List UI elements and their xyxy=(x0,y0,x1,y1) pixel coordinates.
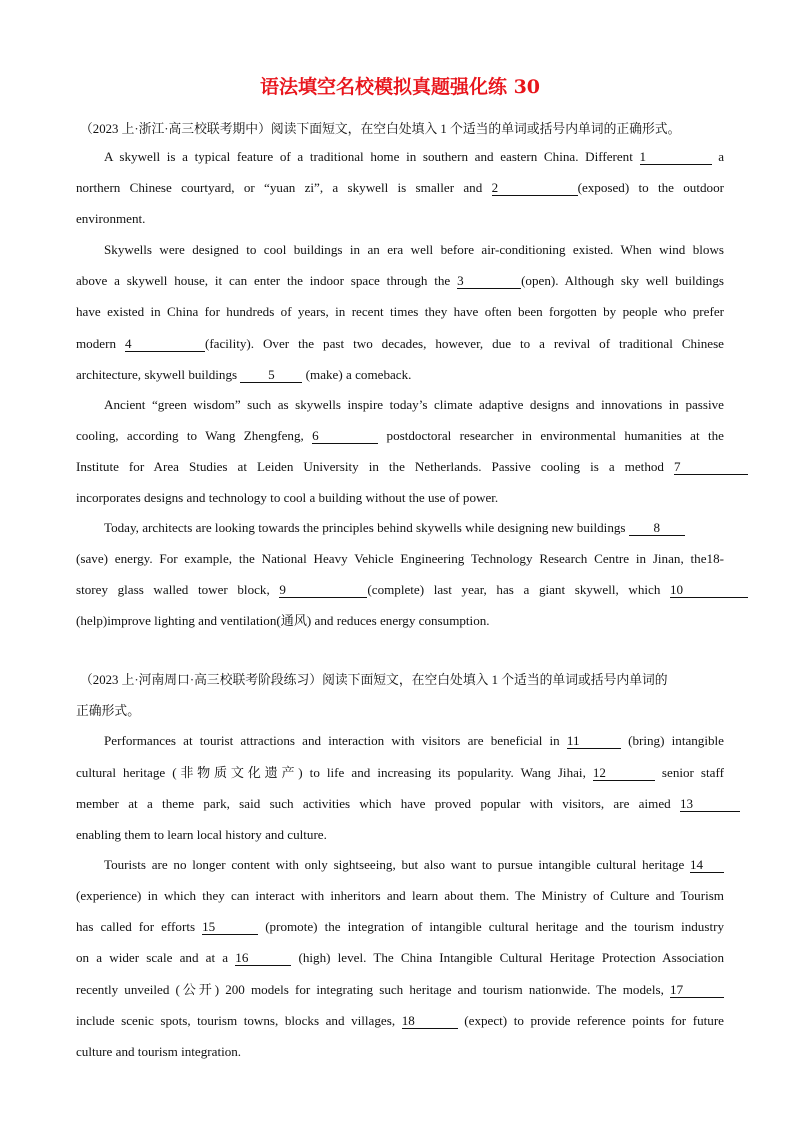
text: senior staff xyxy=(661,765,724,780)
s1-p4-line2: (save) energy. For example, the National Heavy Vehicle Engineering Technology Research Centre in Jinan, the18- xyxy=(76,551,724,566)
s2-p2-line6 xyxy=(76,1013,724,1029)
text: recently unveiled (公开) 200 models for integrating such heritage and tourism nationwide. The models, xyxy=(76,982,664,997)
blank-3[interactable]: 3 xyxy=(457,274,521,289)
s1-p2-line1: Skywells were designed to cool buildings in an era well before air-conditioning existed. When wind blows xyxy=(104,242,724,257)
blank-15[interactable]: 15 xyxy=(202,920,258,935)
s2-p1-line3 xyxy=(76,796,740,812)
text: Institute for Area Studies at Leiden University in the Netherlands. Passive cooling is a method xyxy=(76,459,664,474)
blank-1[interactable]: 1 xyxy=(640,150,712,165)
blank-12[interactable]: 12 xyxy=(593,766,655,781)
text: above a skywell house, it can enter the indoor space through the xyxy=(76,273,451,288)
blank-9[interactable]: 9 xyxy=(279,583,367,598)
text: northern Chinese courtyard, or “yuan zi”, a skywell is smaller and xyxy=(76,180,483,195)
text: modern xyxy=(76,336,116,351)
s1-p3-line3 xyxy=(76,459,748,475)
text: (complete) last year, has a giant skywell, which xyxy=(367,582,661,597)
blank-5[interactable]: 5 xyxy=(240,368,302,383)
text: include scenic spots, tourism towns, blocks and villages, xyxy=(76,1013,396,1028)
s2-p2-line1 xyxy=(104,857,724,873)
s1-p4-line4: (help)improve lighting and ventilation(通风) and reduces energy consumption. xyxy=(76,613,490,628)
s2-p2-line3 xyxy=(76,919,724,935)
text: (make) a comeback. xyxy=(305,367,412,382)
text: cooling, according to Wang Zhengfeng, xyxy=(76,428,304,443)
text: (expect) to provide reference points for future xyxy=(464,1013,724,1028)
s1-p2-line2 xyxy=(76,273,724,289)
text: (bring) intangible xyxy=(628,733,724,748)
text: member at a theme park, said such activities which have proved popular with visitors, are aimed xyxy=(76,796,671,811)
text: postdoctoral researcher in environmental humanities at the xyxy=(386,428,724,443)
blank-10[interactable]: 10 xyxy=(670,583,748,598)
s2-p2-line5 xyxy=(76,982,724,998)
text: (promote) the integration of intangible cultural heritage and the tourism industry xyxy=(265,919,724,934)
s1-p1-line1 xyxy=(104,149,724,165)
text: (high) level. The China Intangible Cultural Heritage Protection Association xyxy=(298,950,724,965)
blank-6[interactable]: 6 xyxy=(312,429,378,444)
s2-p1-line2 xyxy=(76,765,724,781)
text: architecture, skywell buildings xyxy=(76,367,238,382)
blank-17[interactable]: 17 xyxy=(670,983,724,998)
s1-p4-line1 xyxy=(104,520,744,536)
text: (facility). Over the past two decades, however, due to a revival of traditional Chinese xyxy=(204,336,724,351)
page-title: 语法填空名校模拟真题强化练 30 xyxy=(259,76,541,98)
text: (open). Although sky well buildings xyxy=(521,273,724,288)
text: on a wider scale and at a xyxy=(76,950,229,965)
blank-14[interactable]: 14 xyxy=(690,858,724,873)
blank-7[interactable]: 7 xyxy=(674,460,748,475)
text: Tourists are no longer content with only sightseeing, but also want to pursue intangible cultural heritage xyxy=(104,857,685,872)
text: storey glass walled tower block, xyxy=(76,582,270,597)
blank-2[interactable]: 2 xyxy=(492,181,578,196)
s1-p3-line1: Ancient “green wisdom” such as skywells inspire today’s climate adaptive designs and innovations in passive xyxy=(104,397,724,412)
text: A skywell is a typical feature of a traditional home in southern and eastern China. Different xyxy=(104,149,633,164)
text: (exposed) to the outdoor xyxy=(577,180,724,195)
s1-p2-line5 xyxy=(76,367,724,383)
blank-18[interactable]: 18 xyxy=(402,1014,458,1029)
s1-p3-line4: incorporates designs and technology to cool a building without the use of power. xyxy=(76,490,499,505)
blank-11[interactable]: 11 xyxy=(567,734,621,749)
s2-p2-line4 xyxy=(76,950,724,966)
s1-p1-line3: environment. xyxy=(76,211,146,226)
blank-13[interactable]: 13 xyxy=(680,797,740,812)
text: Performances at tourist attractions and interaction with visitors are beneficial in xyxy=(104,733,560,748)
s2-p1-line4: enabling them to learn local history and culture. xyxy=(76,827,327,842)
section2-intro-line1: （2023 上·河南周口·高三校联考阶段练习）阅读下面短文，在空白处填入 1 个适当的单词或括号内单词的 xyxy=(80,673,668,687)
blank-16[interactable]: 16 xyxy=(235,951,291,966)
s2-p1-line1 xyxy=(104,733,724,749)
s1-p4-line3 xyxy=(76,582,748,598)
s1-p3-line2 xyxy=(76,428,724,444)
s1-p1-line2 xyxy=(76,180,724,196)
section1-intro: （2023 上·浙江·高三校联考期中）阅读下面短文，在空白处填入 1 个适当的单词或括号内单词的正确形式。 xyxy=(80,122,681,136)
s2-p2-line2: (experience) in which they can interact with inheritors and learn about them. The Ministry of Culture and Tourism xyxy=(76,888,724,903)
s1-p2-line3: have existed in China for hundreds of years, in recent times they have often been forgotten by people who prefer xyxy=(76,304,724,319)
blank-4[interactable]: 4 xyxy=(125,337,205,352)
blank-8[interactable]: 8 xyxy=(629,521,685,536)
text: has called for efforts xyxy=(76,919,196,934)
section2-intro-line2: 正确形式。 xyxy=(76,704,140,718)
text: cultural heritage (非物质文化遗产) to life and increasing its popularity. Wang Jihai, xyxy=(76,765,586,780)
text: Today, architects are looking towards the principles behind skywells while designing new buildings xyxy=(104,520,626,535)
s2-p2-line7: culture and tourism integration. xyxy=(76,1044,242,1059)
text: a xyxy=(718,149,724,164)
s1-p2-line4 xyxy=(76,336,724,352)
